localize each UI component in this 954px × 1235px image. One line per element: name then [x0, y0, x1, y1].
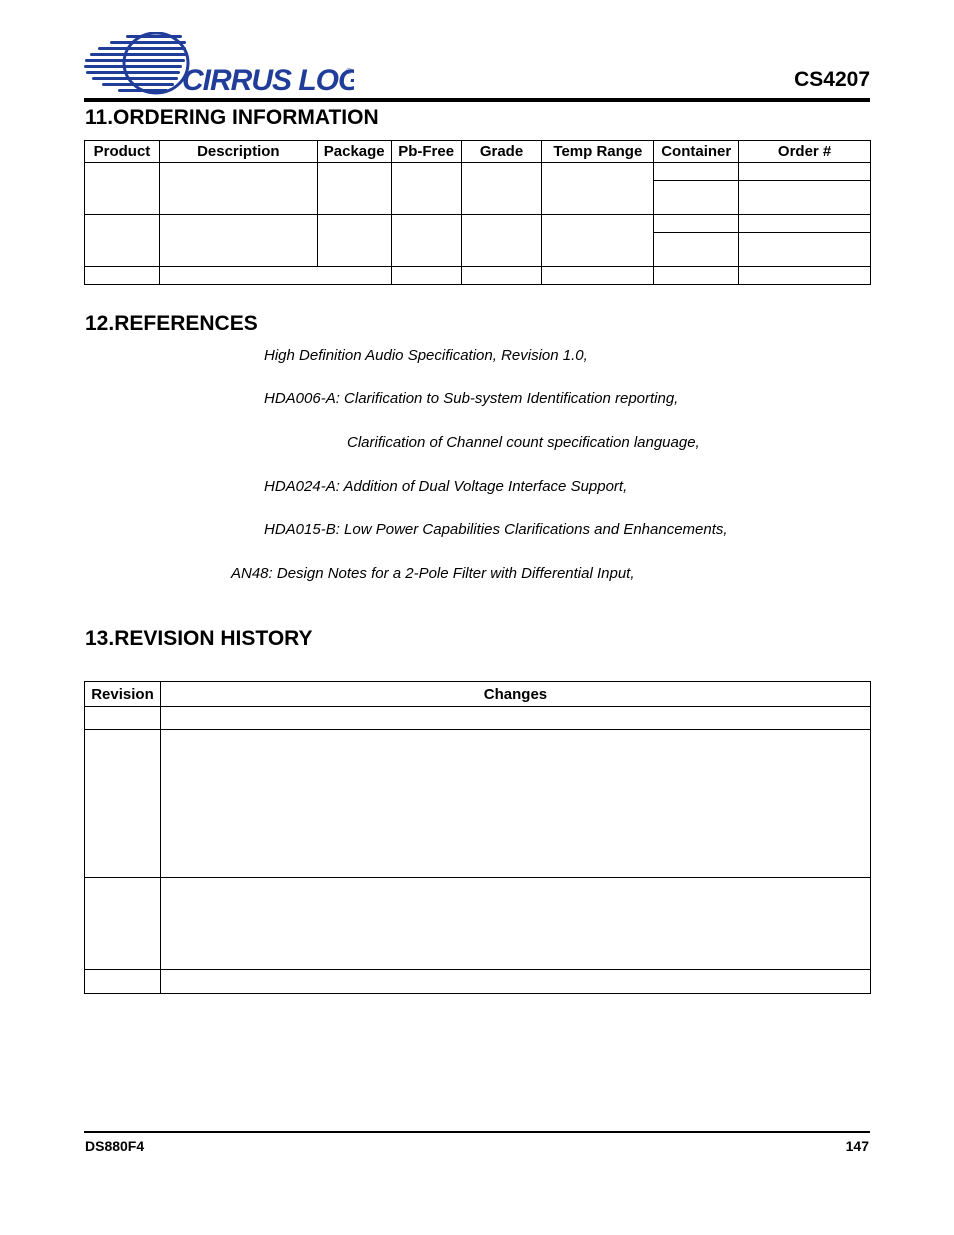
reference-item: HDA006-A: Clarification to Sub-system Identification reporting,	[264, 390, 679, 407]
ordering-table	[84, 140, 871, 285]
revision-title: 13.REVISION HISTORY	[85, 627, 313, 650]
ordering-header-row	[85, 141, 871, 163]
table-row	[85, 730, 871, 878]
col-product: Product	[85, 141, 160, 163]
ordering-title: 11.ORDERING INFORMATION	[85, 106, 379, 129]
col-order-number: Order #	[739, 141, 871, 163]
reference-item: Clarification of Channel count specification language,	[347, 434, 700, 451]
col-description: Description	[159, 141, 317, 163]
revision-table	[84, 681, 871, 994]
col-temp-range: Temp Range	[542, 141, 654, 163]
registered-mark: ®	[346, 67, 352, 76]
reference-item: HDA024-A: Addition of Dual Voltage Interface Support,	[264, 478, 628, 495]
col-grade: Grade	[461, 141, 542, 163]
cirrus-logic-logo	[82, 32, 354, 98]
part-number: CS4207	[794, 68, 870, 91]
table-row	[85, 970, 871, 994]
document-id: DS880F4	[85, 1138, 145, 1154]
table-row	[85, 267, 871, 285]
logo-wordmark: CIRRUS LO	[182, 64, 338, 97]
page-number: 147	[845, 1138, 869, 1154]
table-row	[85, 707, 871, 730]
footer-rule	[84, 1131, 870, 1133]
header-rule	[84, 98, 870, 102]
table-row	[85, 878, 871, 970]
reference-item: HDA015-B: Low Power Capabilities Clarifications and Enhancements,	[264, 521, 728, 538]
references-title: 12.REFERENCES	[85, 312, 258, 335]
col-changes: Changes	[160, 682, 870, 707]
revision-header-row	[85, 682, 871, 707]
table-row	[85, 215, 871, 233]
col-package: Package	[317, 141, 391, 163]
reference-item: AN48: Design Notes for a 2-Pole Filter with Differential Input,	[231, 565, 635, 582]
col-revision: Revision	[85, 682, 161, 707]
col-container: Container	[654, 141, 739, 163]
reference-item: High Definition Audio Specification, Revision 1.0,	[264, 347, 588, 364]
col-pb-free: Pb-Free	[391, 141, 461, 163]
table-row	[85, 163, 871, 181]
